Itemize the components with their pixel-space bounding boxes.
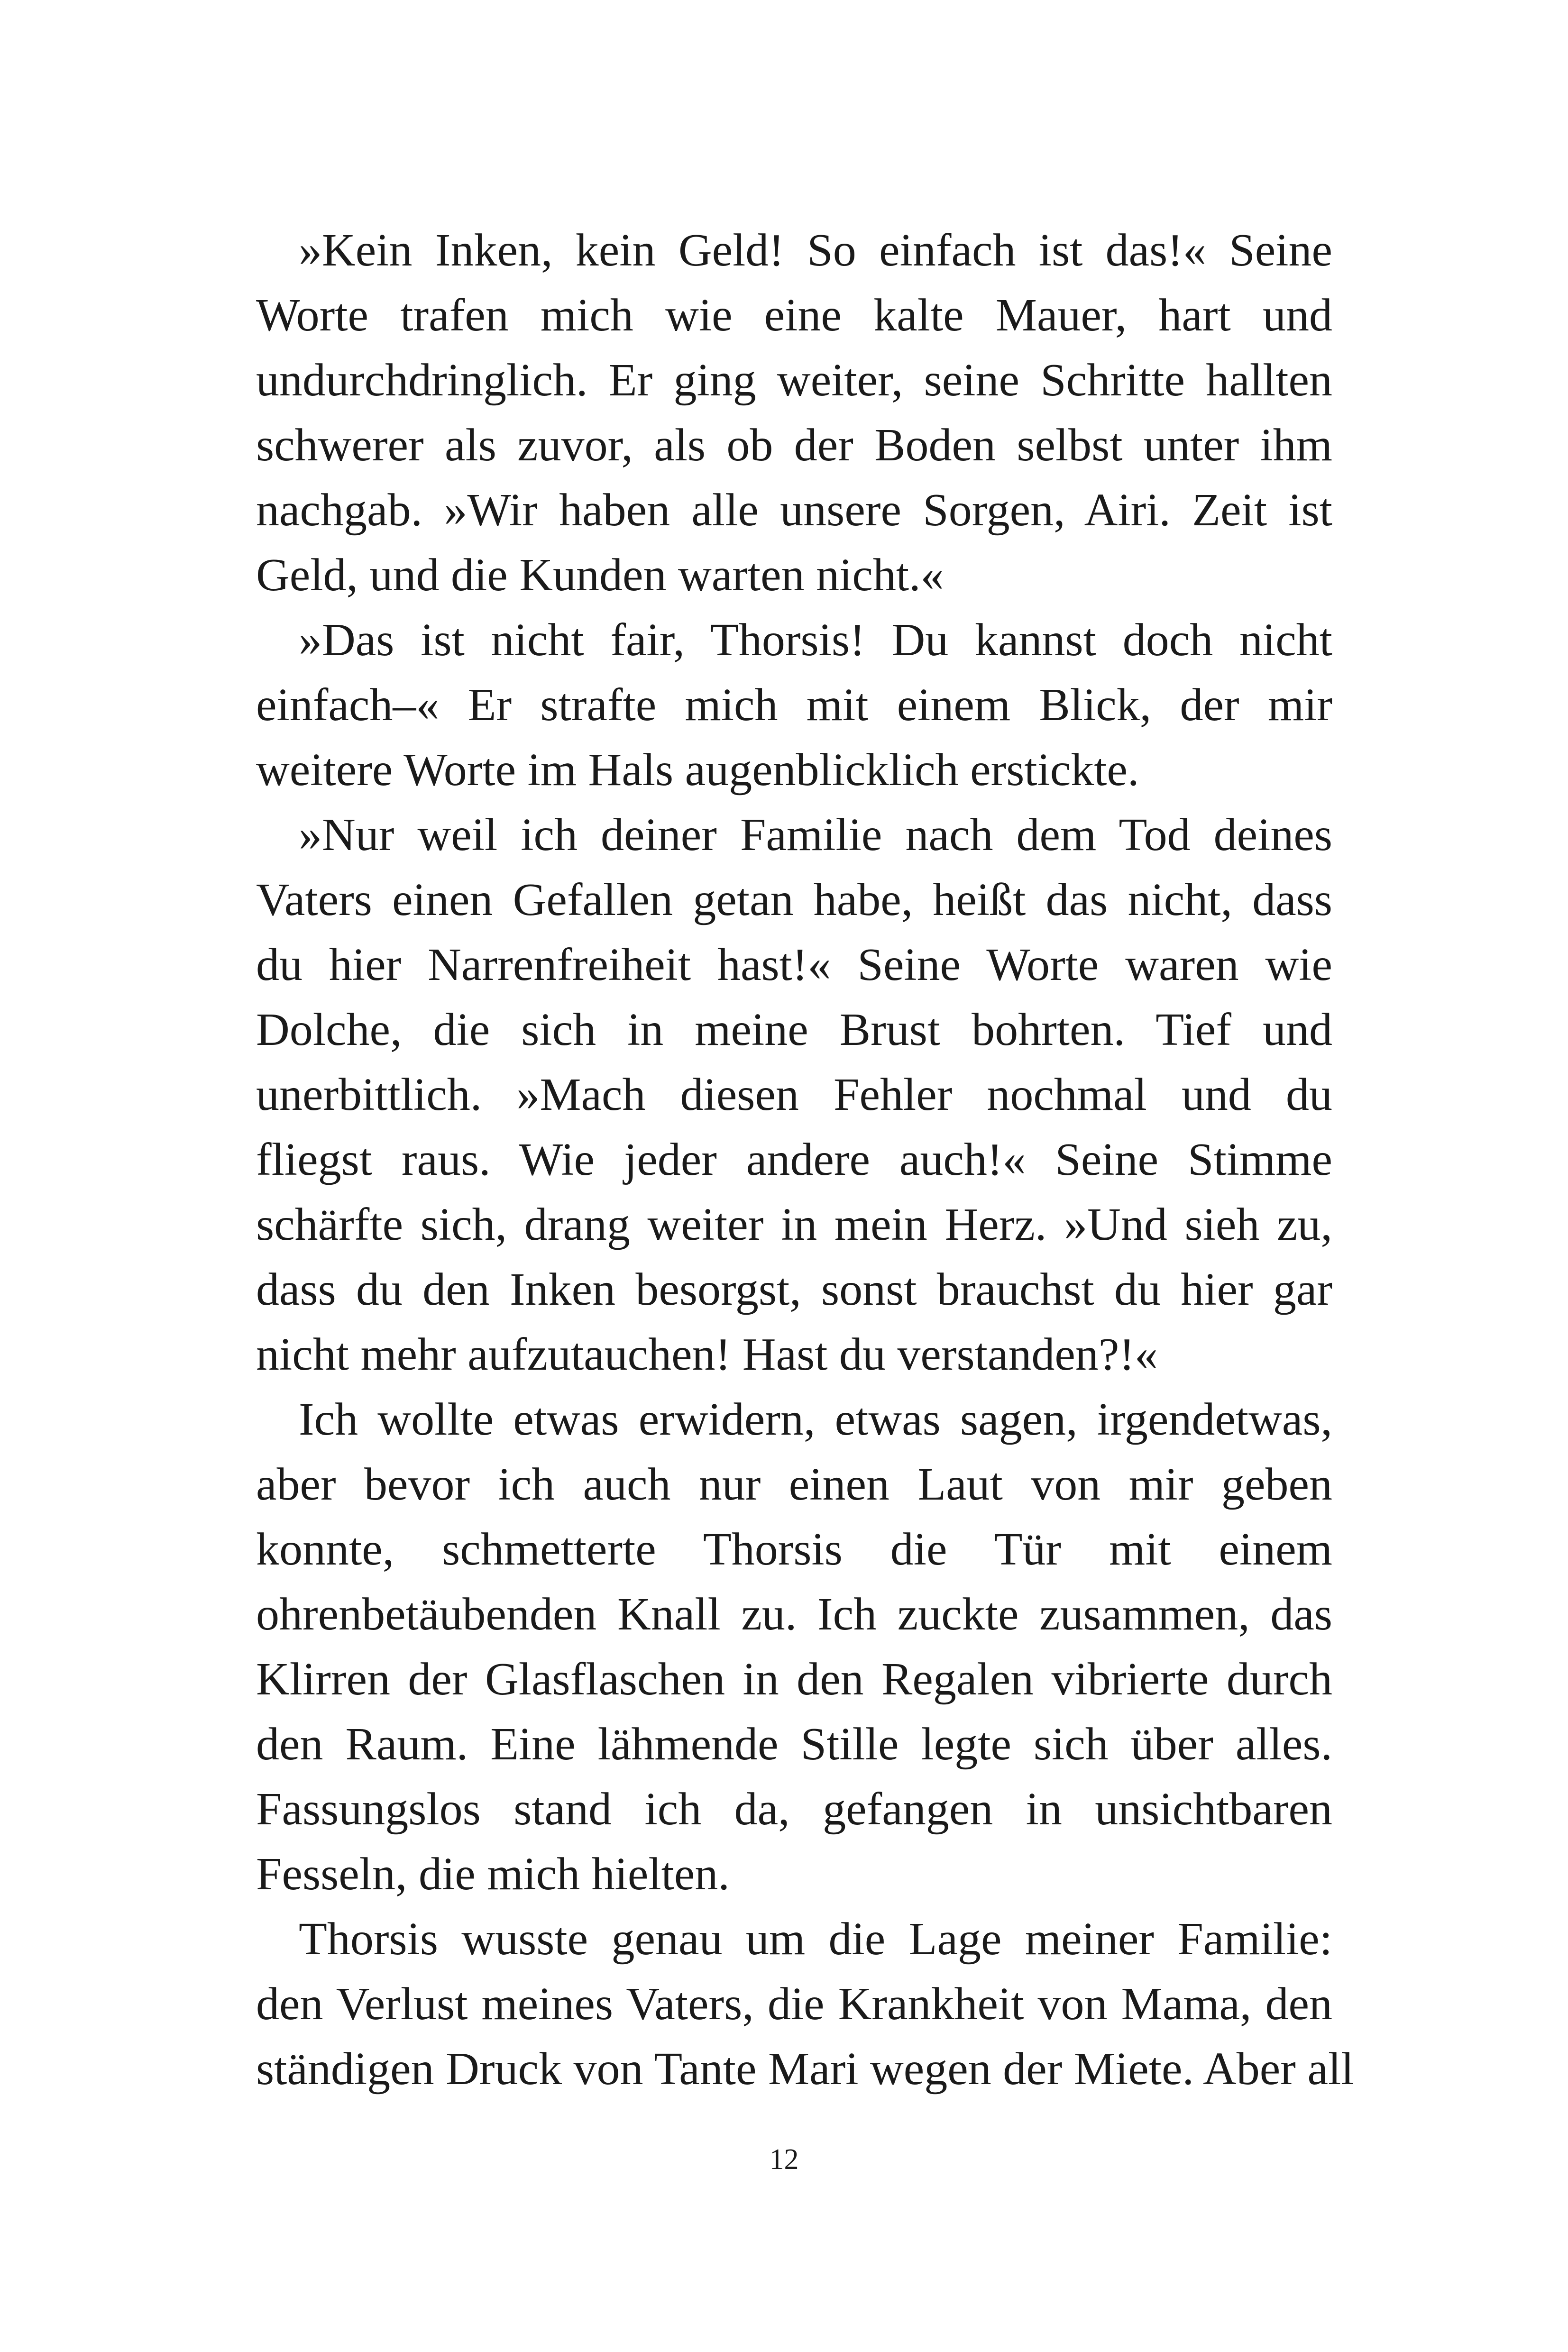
- text-line: ständigen Druck von Tante Mari wegen der Miete. Aber all: [256, 2043, 1354, 2095]
- text-line: Worte trafen mich wie eine kalte Mauer, hart und: [256, 290, 1332, 341]
- text-line: »Das ist nicht fair, Thorsis! Du kannst doch nicht: [299, 614, 1332, 666]
- text-line: nachgab. »Wir haben alle unsere Sorgen, Airi. Zeit ist: [256, 485, 1332, 536]
- text-line: Geld, und die Kunden warten nicht.«: [256, 549, 944, 601]
- text-line: Thorsis wusste genau um die Lage meiner Familie:: [299, 1913, 1332, 1965]
- text-line: du hier Narrenfreiheit hast!« Seine Worte waren wie: [256, 939, 1332, 990]
- text-line: aber bevor ich auch nur einen Laut von mir geben: [256, 1459, 1332, 1510]
- text-line: den Raum. Eine lähmende Stille legte sich über alles.: [256, 1719, 1332, 1770]
- text-line: weitere Worte im Hals augenblicklich erstickte.: [256, 744, 1139, 796]
- text-line: den Verlust meines Vaters, die Krankheit von Mama, den: [256, 1978, 1332, 2030]
- text-line: ohrenbetäubenden Knall zu. Ich zuckte zusammen, das: [256, 1589, 1332, 1640]
- text-line: schwerer als zuvor, als ob der Boden selbst unter ihm: [256, 420, 1332, 471]
- text-line: nicht mehr aufzutauchen! Hast du verstanden?!«: [256, 1329, 1158, 1380]
- text-line: fliegst raus. Wie jeder andere auch!« Seine Stimme: [256, 1134, 1332, 1185]
- body-text: [256, 218, 1354, 2102]
- text-line: dass du den Inken besorgst, sonst brauchst du hier gar: [256, 1264, 1332, 1315]
- text-line: Fesseln, die mich hielten.: [256, 1849, 730, 1900]
- text-line: konnte, schmetterte Thorsis die Tür mit einem: [256, 1524, 1332, 1575]
- page-number: 12: [769, 2143, 799, 2176]
- text-line: undurchdringlich. Er ging weiter, seine Schritte hallten: [256, 355, 1332, 406]
- text-line: Fassungslos stand ich da, gefangen in unsichtbaren: [256, 1784, 1332, 1835]
- text-line: »Nur weil ich deiner Familie nach dem Tod deines: [299, 809, 1332, 860]
- text-line: Dolche, die sich in meine Brust bohrten. Tief und: [256, 1004, 1332, 1055]
- text-line: »Kein Inken, kein Geld! So einfach ist das!« Seine: [299, 225, 1332, 276]
- text-line: Vaters einen Gefallen getan habe, heißt das nicht, dass: [256, 874, 1332, 925]
- text-line: einfach–« Er strafte mich mit einem Blick, der mir: [256, 679, 1332, 731]
- text-line: Klirren der Glasflaschen in den Regalen vibrierte durch: [256, 1654, 1332, 1705]
- text-line: Ich wollte etwas erwidern, etwas sagen, irgendetwas,: [299, 1394, 1332, 1445]
- text-line: unerbittlich. »Mach diesen Fehler nochmal und du: [256, 1069, 1332, 1120]
- text-line: schärfte sich, drang weiter in mein Herz. »Und sieh zu,: [256, 1199, 1332, 1250]
